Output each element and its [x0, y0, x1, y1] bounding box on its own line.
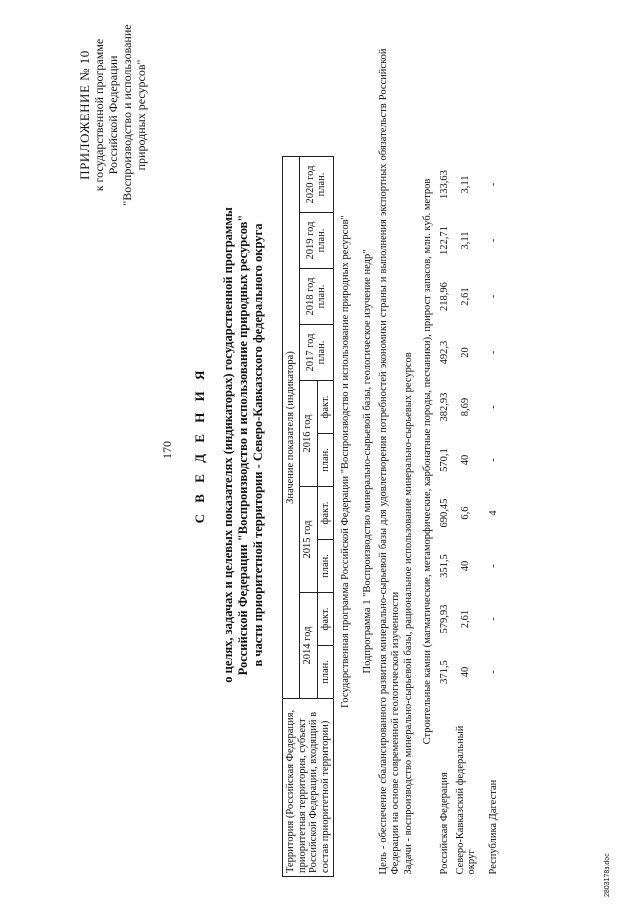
cell-value: - — [487, 182, 499, 187]
cell-value: 382,93 — [439, 392, 450, 422]
subprogram-title: Подпрограмма 1 "Воспроизводство минерально-сырьевой базы, геологическое изучение недр" — [361, 249, 373, 674]
cell-value: 122,71 — [439, 226, 450, 255]
page-number: 170 — [160, 441, 174, 459]
heading-line: Российской Федерации "Воспроизводство и использование природных ресурсов" — [236, 214, 250, 676]
cell-value: 2,61 — [460, 609, 472, 629]
plan-header: план. — [317, 434, 334, 487]
document-heading — [192, 120, 266, 770]
fact-header: факт. — [317, 487, 334, 540]
cell-value: 3,11 — [460, 175, 472, 194]
year-2017: 2017 год план. — [299, 325, 334, 381]
cell-value: 8,69 — [460, 397, 472, 417]
cell-value: - — [487, 564, 499, 568]
footer-file-code: 2803178з.doc — [604, 853, 611, 897]
indicators-table — [282, 46, 501, 877]
cell-value: - — [487, 405, 499, 409]
year-2015: 2015 год — [299, 487, 317, 593]
cell-value: - — [487, 294, 499, 299]
table-row — [437, 46, 453, 876]
appendix-line: Российской Федерации — [106, 55, 120, 175]
year-2016: 2016 год — [299, 381, 317, 487]
row-name: Российская Федерация — [439, 772, 450, 875]
cell-value: 690,45 — [439, 498, 450, 528]
appendix-block — [78, 15, 148, 215]
goal-text: Цель - обеспечение сбалансированного развития минерально-сырьевой базы для удовлетворения потребностей экономики страны и выполнения экспортных обязательств Российской Федерации на основе современной геологической изученности — [378, 48, 401, 875]
row-name: Северо-Кавказский федеральный округ — [454, 725, 477, 875]
cell-value: 40 — [460, 454, 472, 466]
appendix-title: ПРИЛОЖЕНИЕ № 10 — [77, 50, 92, 180]
cell-value: - — [487, 350, 499, 355]
fact-header: факт. — [317, 593, 334, 646]
cell-value: 20 — [460, 347, 472, 358]
col-values-header: Значение показателя (индикатора) — [283, 156, 300, 698]
cell-value: 218,96 — [439, 282, 450, 311]
appendix-line: природных ресурсов" — [134, 59, 148, 171]
cell-value: 133,63 — [439, 170, 450, 199]
plan-header: план. — [317, 540, 334, 593]
cell-value: 570,1 — [439, 448, 450, 472]
cell-value: 3,11 — [460, 231, 472, 250]
cell-value: - — [487, 670, 499, 674]
year-2019: 2019 год план. — [299, 213, 334, 269]
cell-value: - — [487, 617, 499, 621]
col-territory-header: Территория (Российская Федерация, приоритетная территория, субъект Российской Федерации, входящий в состав приоритетной территории) — [283, 699, 334, 877]
cell-value: 492,3 — [439, 340, 450, 365]
fact-header: факт. — [317, 381, 334, 434]
heading-line: в части приоритетной территории - Северо-Кавказского федерального округа — [251, 223, 265, 667]
year-2020: 2020 год план. — [299, 156, 334, 212]
cell-value: 4 — [487, 510, 499, 516]
cell-value: 371,5 — [439, 660, 450, 684]
cell-value: 40 — [460, 666, 472, 678]
cell-value: 579,93 — [439, 604, 450, 634]
year-2018: 2018 год план. — [299, 269, 334, 325]
table-row — [453, 46, 480, 876]
cell-value: - — [487, 238, 499, 243]
plan-header: план. — [317, 646, 334, 699]
indicator-title: Строительные камни (магматические, метаморфические, карбонатные породы, песчаники), прирост запасов, млн. куб. метров — [421, 178, 433, 745]
appendix-line: к государственной программе — [92, 38, 106, 192]
table-row — [486, 46, 502, 876]
cell-value: 351,5 — [439, 554, 450, 578]
cell-value: 2,61 — [460, 287, 472, 306]
cell-value: 6,6 — [460, 506, 472, 520]
cell-value: - — [487, 458, 499, 462]
year-2014: 2014 год — [299, 593, 317, 699]
task-text: Задачи - воспроизводство минерально-сырьевой базы, рациональное использование минерально-сырьевых ресурсов — [403, 352, 414, 875]
appendix-line: "Воспроизводство и использование — [120, 24, 134, 206]
program-title: Государственная программа Российской Федерации "Воспроизводство и использование природных ресурсов" — [340, 215, 351, 708]
row-name: Республика Дагестан — [487, 779, 499, 875]
heading-line: о целях, задачах и целевых показателях (индикаторах) государственной программы — [221, 207, 235, 683]
heading-title: С В Е Д Е Н И Я — [192, 366, 207, 524]
cell-value: 40 — [460, 560, 472, 572]
